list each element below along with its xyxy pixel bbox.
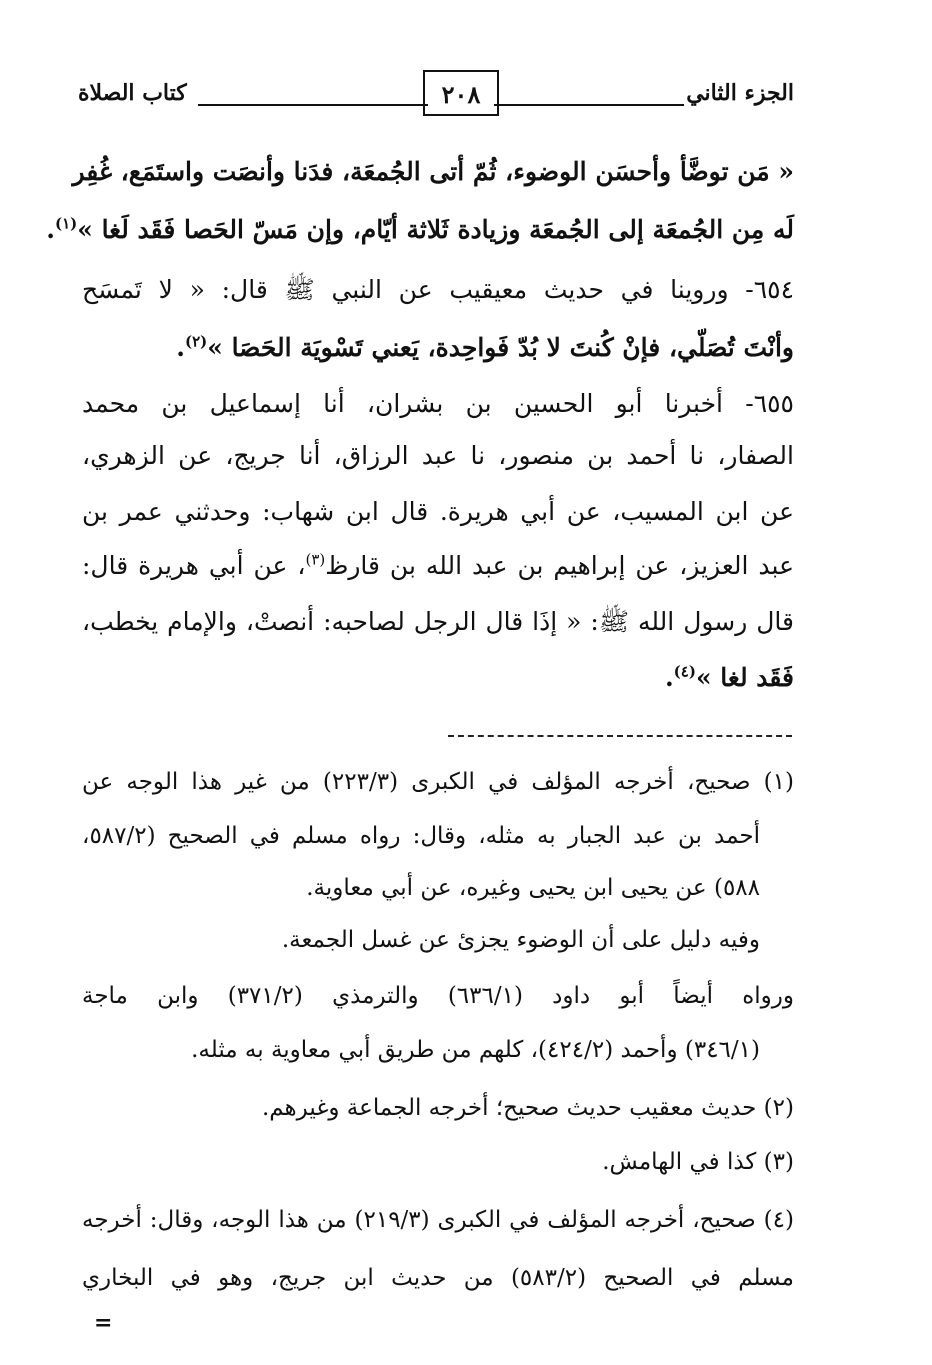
text-line: [82, 324, 794, 372]
text-line: [82, 488, 794, 536]
footnote-line: أحمد بن عبد الجبار به مثله، وقال: رواه مسلم في الصحيح (٥٨٧/٢،: [82, 823, 760, 849]
text-span: .: [176, 333, 185, 362]
footnote-line: (١) صحيح، أخرجه المؤلف في الكبرى (٢٢٣/٣) من غير هذا الوجه عن: [82, 769, 794, 795]
text-line: [82, 542, 794, 590]
book-title: كتاب الصلاة: [78, 80, 187, 106]
footnote-line: وفيه دليل على أن الوضوء يجزئ عن غسل الجمعة.: [281, 927, 760, 953]
text-line: [82, 380, 794, 428]
text-line: [82, 266, 794, 314]
page-number: ٢٠٨: [423, 70, 499, 116]
footnote-ref[interactable]: (٣): [305, 550, 326, 569]
footnote-line: مسلم في الصحيح (٥٨٣/٢) من حديث ابن جريج، وهو في البخاري: [82, 1265, 794, 1291]
page-header: [78, 70, 794, 130]
text-span: فَقَد لغا »: [695, 663, 794, 692]
text-span: وأنْتَ تُصَلّي، فإنْ كُنتَ لا بُدّ فَواحِدة، يَعني تَسْويَة الحَصَا »: [207, 333, 794, 362]
footnote-line: ٥٨٨) عن يحيى ابن يحيى وغيره، عن أبي معاوية.: [306, 875, 760, 901]
text-span: عبد العزيز، عن إبراهيم بن عبد الله بن قارظ: [325, 551, 794, 580]
continuation-mark: =: [94, 1310, 113, 1336]
text-line: [72, 148, 794, 196]
header-rule-left: [198, 104, 428, 106]
footnote-ref[interactable]: (٤): [673, 662, 696, 681]
text-span: .: [664, 663, 674, 692]
text-span: .: [46, 215, 55, 244]
footnote-line: (٣٤٦/١) وأحمد (٤٢٤/٢)، كلهم من طريق أبي معاوية به مثله.: [191, 1037, 760, 1063]
footnote-line: ورواه أيضاً أبو داود (٦٣٦/١) والترمذي (٣٧١/٢) وابن ماجة: [82, 983, 794, 1009]
text-span: عن ابن المسيب، عن أبي هريرة. قال ابن شهاب: وحدثني عمر بن: [82, 497, 794, 526]
text-span: لَه مِن الجُمعَة إلى الجُمعَة وزيادة ثَلاثة أيّام، وإن مَسّ الحَصا فَقَد لَغا »: [77, 215, 794, 244]
footnote-line: (٢) حديث معقيب حديث صحيح؛ أخرجه الجماعة وغيرهم.: [261, 1095, 794, 1121]
text-span: الصفار، نا أحمد بن منصور، نا عبد الرزاق، أنا جريج، عن الزهري،: [82, 441, 794, 470]
text-span: قال رسول الله ﷺ: « إذَا قال الرجل لصاحبه: أنصتْ، والإمام يخطب،: [82, 607, 794, 636]
text-line: [82, 598, 794, 646]
header-rule-right: [494, 104, 684, 106]
footnote-ref[interactable]: (٢): [184, 332, 208, 351]
text-span: « مَن توضَّأ وأحسَن الوضوء، ثُمّ أتى الجُمعَة، فدَنا وأنصَت واستَمَع، غُفِر: [72, 157, 794, 186]
text-line: [82, 654, 794, 702]
text-line: [46, 206, 794, 254]
footnote-line: (٣) كذا في الهامش.: [602, 1149, 794, 1175]
text-span: ٦٥٤- وروينا في حديث معيقيب عن النبي ﷺ قال: « لا تَمسَح: [82, 275, 795, 304]
footnote-line: (٤) صحيح، أخرجه المؤلف في الكبرى (٢١٩/٣) من هذا الوجه، وقال: أخرجه: [82, 1207, 794, 1233]
text-span: ، عن أبي هريرة قال:: [82, 551, 306, 580]
footnote-separator: [448, 735, 792, 737]
text-span: ٦٥٥- أخبرنا أبو الحسين بن بشران، أنا إسماعيل بن محمد: [82, 389, 794, 418]
volume-title: الجزء الثاني: [686, 80, 794, 106]
footnote-ref[interactable]: (١): [54, 214, 78, 233]
text-line: [82, 432, 794, 480]
